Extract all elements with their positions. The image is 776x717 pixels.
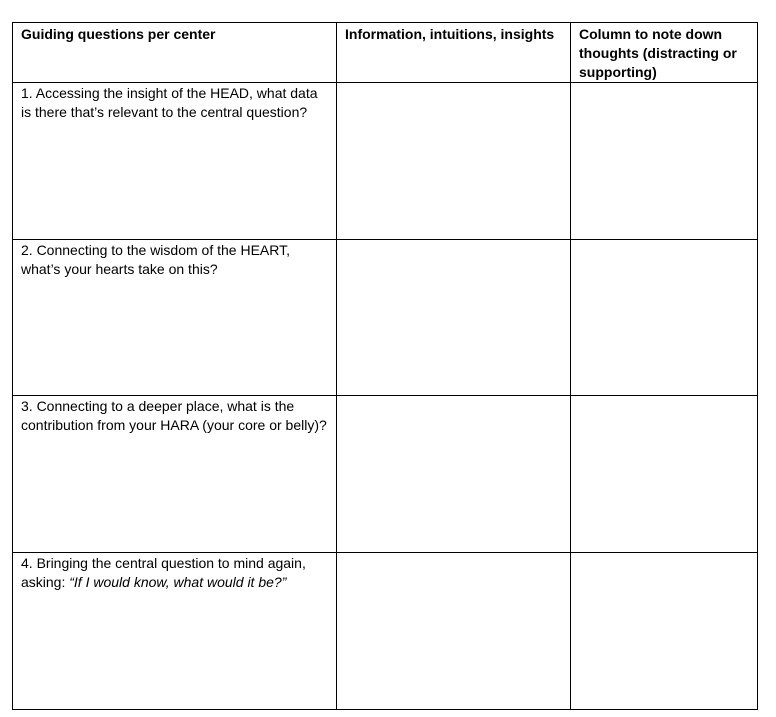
question-hara: 3. Connecting to a deeper place, what is the contribution from your HARA (your core or belly)?: [13, 396, 337, 553]
header-information-insights: Information, intuitions, insights: [337, 23, 571, 83]
header-guiding-questions: Guiding questions per center: [13, 23, 337, 83]
question-central-question: [13, 553, 337, 710]
answer-cell-hara-insights[interactable]: [337, 396, 571, 553]
table-row-head: [13, 83, 758, 240]
table-header-row: [13, 23, 758, 83]
answer-cell-head-insights[interactable]: [337, 83, 571, 240]
question-head: 1. Accessing the insight of the HEAD, what data is there that’s relevant to the central question?: [13, 83, 337, 240]
question-heart: 2. Connecting to the wisdom of the HEART, what’s your hearts take on this?: [13, 240, 337, 396]
table-row-central-question: [13, 553, 758, 710]
table-row-hara: [13, 396, 758, 553]
answer-cell-heart-insights[interactable]: [337, 240, 571, 396]
answer-cell-central-thoughts[interactable]: [571, 553, 758, 710]
header-thoughts-column: Column to note down thoughts (distracting or supporting): [571, 23, 758, 83]
guiding-questions-table: [12, 22, 758, 710]
answer-cell-heart-thoughts[interactable]: [571, 240, 758, 396]
answer-cell-central-insights[interactable]: [337, 553, 571, 710]
answer-cell-hara-thoughts[interactable]: [571, 396, 758, 553]
question-central-prefix: 4. Bringing the central question to mind again, asking:: [21, 555, 306, 590]
answer-cell-head-thoughts[interactable]: [571, 83, 758, 240]
question-central-italic: “If I would know, what would it be?”: [69, 574, 287, 590]
table-row-heart: [13, 240, 758, 396]
